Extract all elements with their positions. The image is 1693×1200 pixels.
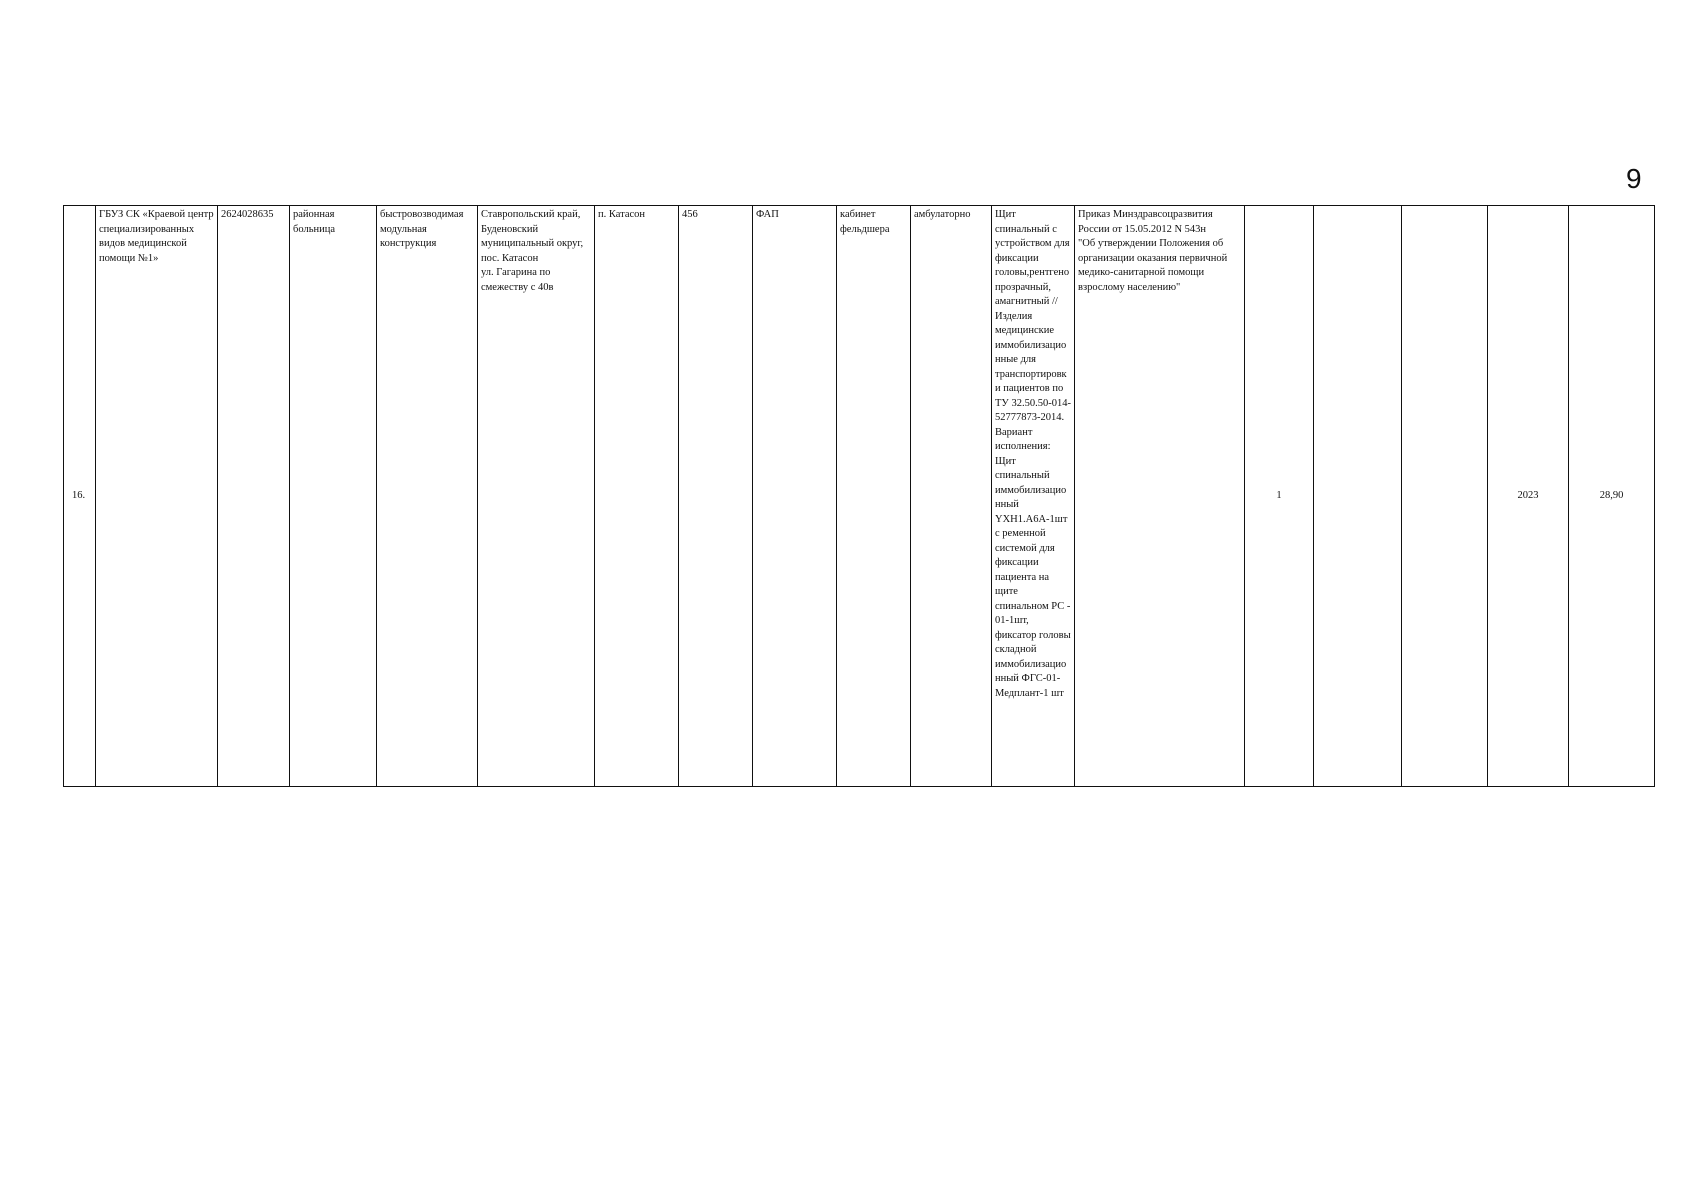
inn-cell: 2624028635 xyxy=(218,206,290,787)
year-cell: 2023 xyxy=(1488,206,1569,787)
quantity-cell: 1 xyxy=(1245,206,1314,787)
institution-type-cell: районная больница xyxy=(290,206,377,787)
settlement-cell: п. Катасон xyxy=(595,206,679,787)
amount-cell: 28,90 xyxy=(1569,206,1655,787)
population-cell: 456 xyxy=(679,206,753,787)
unit-type-cell: ФАП xyxy=(753,206,837,787)
equipment-cell: Щит спинальный с устройством для фиксации головы,рентгенопрозрачный, амагнитный //Изделия медицинские иммобилизационные для транспортировки пациентов по ТУ 32.50.50-014-52777873-2014. Вариант исполнения: Щит спинальный иммобилизационный YXH1.A6A-1шт с ременной системой для фиксации пациента на щите спинальном РС - 01-1шт, фиксатор головы складной иммобилизационный ФГС-01-Медплант-1 шт xyxy=(992,206,1075,787)
building-type-cell: быстровозводимая модульная конструкция xyxy=(377,206,478,787)
regulation-cell: Приказ Минздравсоцразвития России от 15.05.2012 N 543н "Об утверждении Положения об организации оказания первичной медико-санитарной помощи взрослому населению" xyxy=(1075,206,1245,787)
address-cell: Ставропольский край, Буденовский муниципальный округ, пос. Катасон ул. Гагарина по смежеству с 40в xyxy=(478,206,595,787)
empty-cell-1 xyxy=(1314,206,1402,787)
empty-cell-2 xyxy=(1402,206,1488,787)
row-number: 16. xyxy=(64,206,96,787)
table-row xyxy=(64,206,1655,787)
organization-cell: ГБУЗ СК «Краевой центр специализированных видов медицинской помощи №1» xyxy=(96,206,218,787)
equipment-table xyxy=(63,205,1655,787)
page-number: 9 xyxy=(1626,163,1642,194)
care-form-cell: амбулаторно xyxy=(911,206,992,787)
room-cell: кабинет фельдшера xyxy=(837,206,911,787)
